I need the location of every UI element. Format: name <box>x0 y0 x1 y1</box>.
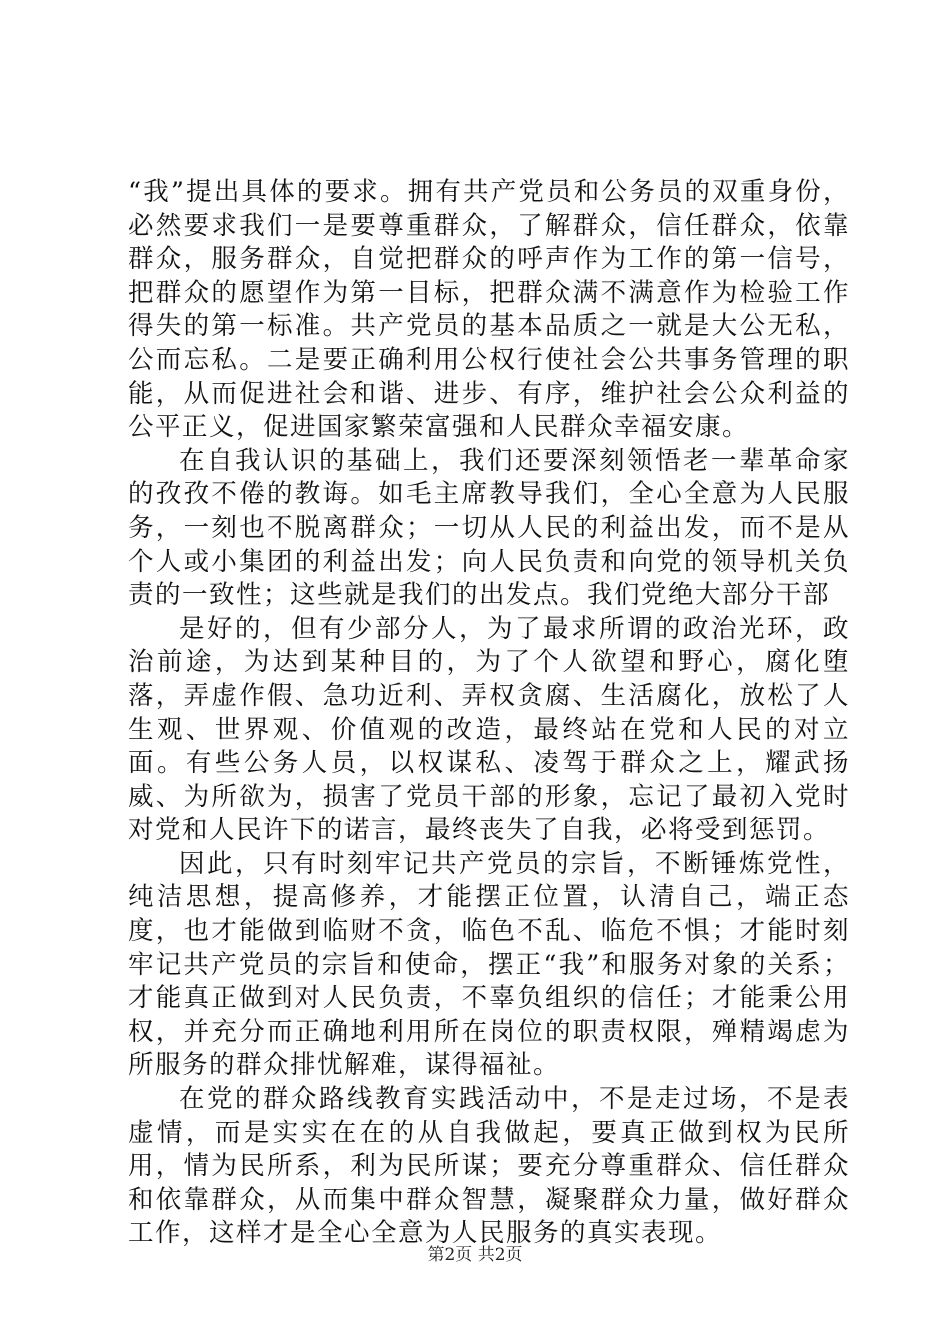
page-footer: 第2页 共2页 <box>427 1245 523 1265</box>
paragraph-1: “我”提出具体的要求。拥有共产党员和公务员的双重身份，必然要求我们一是要尊重群众，了解群众，信任群众，依靠群众，服务群众，自觉把群众的呼声作为工作的第一信号，把群众的愿望作为第一目标，把群众满不满意作为检验工作得失的第一标准。共产党员的基本品质之一就是大公无私，公而忘私。二是要正确利用公权行使社会公共事务管理的职能，从而促进社会和谐、进步、有序，维护社会公众利益的公平正义，促进国家繁荣富强和人民群众幸福安康。 <box>128 177 850 443</box>
document-body <box>128 176 850 1251</box>
paragraph-5: 在党的群众路线教育实践活动中，不是走过场，不是表虚情，而是实实在在的从自我做起，要真正做到权为民所用，情为民所系，利为民所谋；要充分尊重群众、信任群众和依靠群众，从而集中群众智慧，凝聚群众力量，做好群众工作，这样才是全心全意为人民服务的真实表现。 <box>128 1084 850 1249</box>
paragraph-2: 在自我认识的基础上，我们还要深刻领悟老一辈革命家的孜孜不倦的教诲。如毛主席教导我们，全心全意为人民服务，一刻也不脱离群众；一切从人民的利益出发，而不是从个人或小集团的利益出发；向人民负责和向党的领导机关负责的一致性；这些就是我们的出发点。我们党绝大部分干部 <box>128 445 850 611</box>
paragraph-4: 因此，只有时刻牢记共产党员的宗旨，不断锤炼党性，纯洁思想，提高修养，才能摆正位置，认清自己，端正态度，也才能做到临财不贪，临色不乱、临危不惧；才能时刻牢记共产党员的宗旨和使命，摆正“我”和服务对象的关系；才能真正做到对人民负责，不辜负组织的信任；才能秉公用权，并充分而正确地利用所在岗位的职责权限，殚精竭虑为所服务的群众排忧解难，谋得福祉。 <box>128 848 850 1081</box>
paragraph-3: 是好的，但有少部分人，为了最求所谓的政治光环，政治前途，为达到某种目的，为了个人欲望和野心，腐化堕落，弄虚作假、急功近利、弄权贪腐、生活腐化，放松了人生观、世界观、价值观的改造，最终站在党和人民的对立面。有些公务人员，以权谋私、凌驾于群众之上，耀武扬威、为所欲为，损害了党员干部的形象，忘记了最初入党时对党和人民许下的诺言，最终丧失了自我，必将受到惩罚。 <box>128 613 850 846</box>
